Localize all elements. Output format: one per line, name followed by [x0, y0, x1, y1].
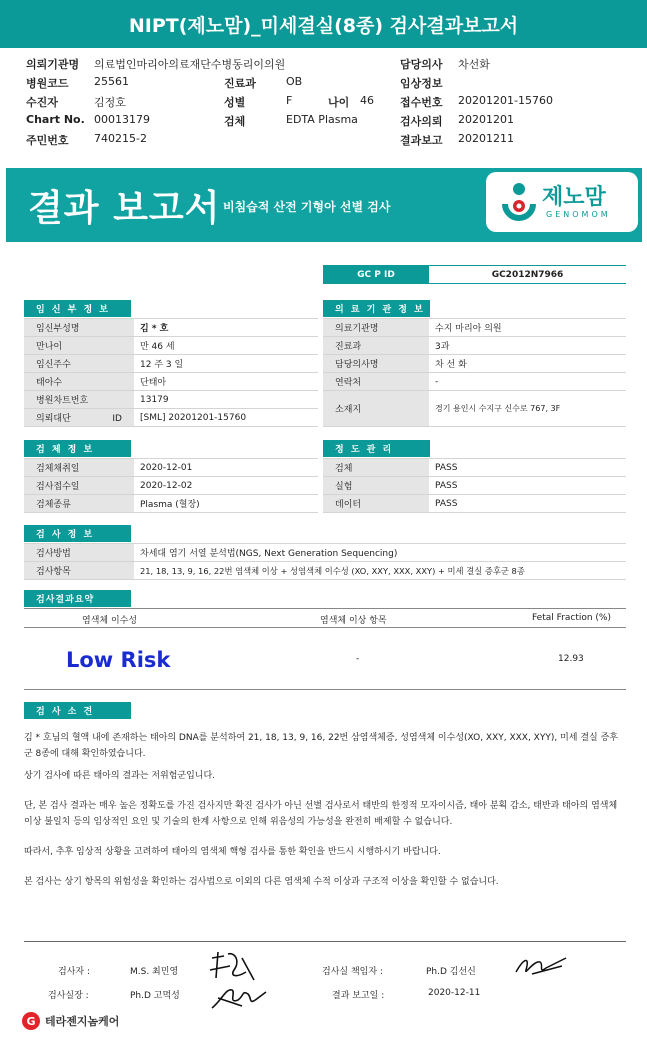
genomom-logo [486, 172, 638, 232]
id-value: 740215-2 [94, 132, 147, 145]
remark-paragraph: 단, 본 검사 결과는 매우 높은 정확도를 가진 검사지만 확진 검사가 아닌 선별 검사로서 태반의 한정적 모자이시즘, 태아 분획 감소, 태반과 태아의 염색체 이상 불일치 등의 임상적인 요인 및 기술의 한계 사항으로 인해 위음성의 가능성을 완전히 배제할 수 없습니다. [24, 801, 618, 827]
meta-block [26, 54, 626, 149]
summary-col-aneuploidy: 염색체 이수성 [82, 616, 138, 626]
receipt-no-label: 접수번호 [400, 96, 443, 109]
table-row: 의료기관명 수지 마리아 의원 [323, 319, 626, 337]
pregnant-header: 임 신 부 정 보 [24, 300, 131, 317]
table-row: 검사항목 21, 18, 13, 9, 16, 22번 염색체 이상 + 성염색체 이수성 (XO, XXY, XXX, XXY) + 미세 결실 증후군 8종 [24, 562, 626, 580]
summary-col-abnormal: 염색체 이상 항목 [320, 616, 387, 626]
test-header: 검 사 정 보 [24, 525, 131, 542]
id-label: 주민번호 [26, 134, 69, 147]
table-row: 임신부성명 김 * 호 [24, 319, 318, 337]
specimen-label: 검체 [224, 115, 246, 128]
table-row: 진료과 3과 [323, 337, 626, 355]
institution-header: 의 료 기 관 정 보 [323, 300, 430, 317]
abnormal-value: - [356, 654, 360, 664]
institution-label: 의뢰기관명 [26, 58, 80, 71]
summary-table-header [24, 608, 626, 628]
logo-en: GENOMOM [546, 210, 611, 219]
lab-head-signature [208, 978, 270, 1014]
table-row: 소재지 경기 용인시 수지구 신수로 767, 3F [323, 391, 626, 427]
remark-paragraph: 따라서, 추후 임상적 상황을 고려하여 태아의 염색체 핵형 검사를 통한 확인을 반드시 시행하시기 바랍니다. [24, 847, 441, 857]
report-date-label: 결과 보고일 : [332, 991, 385, 1001]
theragen-logo-icon: G [22, 1012, 40, 1030]
low-risk-result: Low Risk [66, 648, 171, 672]
result-banner [6, 168, 642, 242]
table-row: 검체종류 Plasma (혈장) [24, 495, 318, 513]
remark-paragraph: 본 검사는 상기 항목의 위험성을 확인하는 검사법으로 이외의 다른 염색체 수적 이상과 구조적 이상을 확인할 수 없습니다. [24, 877, 499, 887]
pregnant-table [24, 318, 318, 427]
table-row: 검사방법 차세대 염기 서열 분석법(NGS, Next Generation Sequencing) [24, 544, 626, 562]
patient-value: 김정호 [94, 96, 126, 109]
table-row: 담당의사명 차 선 화 [323, 355, 626, 373]
lab-chief-label: 검사실 책임자 : [322, 967, 383, 977]
doctor-value: 차선화 [458, 58, 490, 71]
table-row: 의뢰대단 ID [SML] 20201201-15760 [24, 409, 318, 427]
table-row: 연락처 - [323, 373, 626, 391]
logo-name: 제노맘 [542, 185, 606, 210]
banner-subtitle: 비침습적 산전 기형아 선별 검사 [223, 200, 391, 214]
sex-value: F [286, 94, 293, 107]
lab-chief-signature [512, 950, 570, 980]
chart-no-label: Chart No. [26, 113, 85, 126]
remarks-header: 검 사 소 견 [24, 702, 131, 719]
age-label: 나이 [328, 96, 350, 109]
clinical-label: 임상정보 [400, 77, 443, 90]
table-row: 만나이 만 46 세 [24, 337, 318, 355]
lab-chief-name: Ph.D 김선신 [426, 967, 476, 977]
receipt-no-value: 20201201-15760 [458, 94, 553, 107]
lab-head-label: 검사실장 : [48, 991, 89, 1001]
table-row: 검체 PASS [323, 459, 626, 477]
institution-value: 의료법인마리아의료재단수병동리이의원 [94, 58, 286, 71]
remark-paragraph: 김 * 호님의 혈액 내에 존재하는 태아의 DNA를 분석하여 21, 18, 13, 9, 16, 22번 삼염색체증, 성염색체 이수성(XO, XXY, XXX, XYY), 미세 결실 증후군 8종에 대해 확인하였습니다. [24, 733, 618, 759]
department-label: 진료과 [224, 77, 256, 90]
theragen-logo [22, 1012, 119, 1030]
remark-paragraph: 상기 검사에 따른 태아의 결과는 저위험군입니다. [24, 771, 216, 781]
report-value: 20201211 [458, 132, 514, 145]
test-table [24, 543, 626, 580]
table-row: 검사접수일 2020-12-02 [24, 477, 318, 495]
banner-title: 결과 보고서 [28, 188, 221, 229]
report-date-value: 2020-12-11 [428, 988, 481, 998]
table-row: 태아수 단태아 [24, 373, 318, 391]
specimen-value: EDTA Plasma [286, 113, 358, 126]
signature-divider [24, 941, 626, 942]
specimen-table [24, 458, 318, 513]
hospital-code-value: 25561 [94, 75, 129, 88]
summary-header: 검사결과요약 [24, 590, 131, 607]
request-label: 검사의뢰 [400, 115, 443, 128]
fetal-fraction-value: 12.93 [558, 654, 584, 664]
gcp-id-label: GC P ID [323, 265, 429, 284]
summary-table-body [24, 628, 626, 690]
table-row: 병원차트번호 13179 [24, 391, 318, 409]
tester-name: M.S. 최민영 [130, 967, 179, 977]
report-title: NIPT(제노맘)_미세결실(8종) 검사결과보고서 [0, 0, 647, 48]
request-value: 20201201 [458, 113, 514, 126]
department-value: OB [286, 75, 303, 88]
table-row: 데이터 PASS [323, 495, 626, 513]
gcp-id-value: GC2012N7966 [429, 265, 626, 284]
table-row: 검체채취일 2020-12-01 [24, 459, 318, 477]
table-row: 실험 PASS [323, 477, 626, 495]
summary-col-fetal-fraction: Fetal Fraction (%) [532, 613, 611, 623]
patient-label: 수진자 [26, 96, 58, 109]
sex-label: 성별 [224, 96, 246, 109]
institution-table [323, 318, 626, 427]
lab-head-name: Ph.D 고먹성 [130, 991, 180, 1001]
qc-header: 정 도 관 리 [323, 440, 430, 457]
age-value: 46 [360, 94, 374, 107]
specimen-header: 검 체 정 보 [24, 440, 131, 457]
qc-table [323, 458, 626, 513]
table-row: 임신주수 12 주 3 일 [24, 355, 318, 373]
tester-label: 검사자 : [58, 967, 90, 977]
doctor-label: 담당의사 [400, 58, 443, 71]
chart-no-value: 00013179 [94, 113, 150, 126]
theragen-logo-text: 테라젠지놈케어 [45, 1015, 120, 1028]
genomom-logo-icon [500, 180, 538, 224]
hospital-code-label: 병원코드 [26, 77, 69, 90]
report-label: 결과보고 [400, 134, 443, 147]
